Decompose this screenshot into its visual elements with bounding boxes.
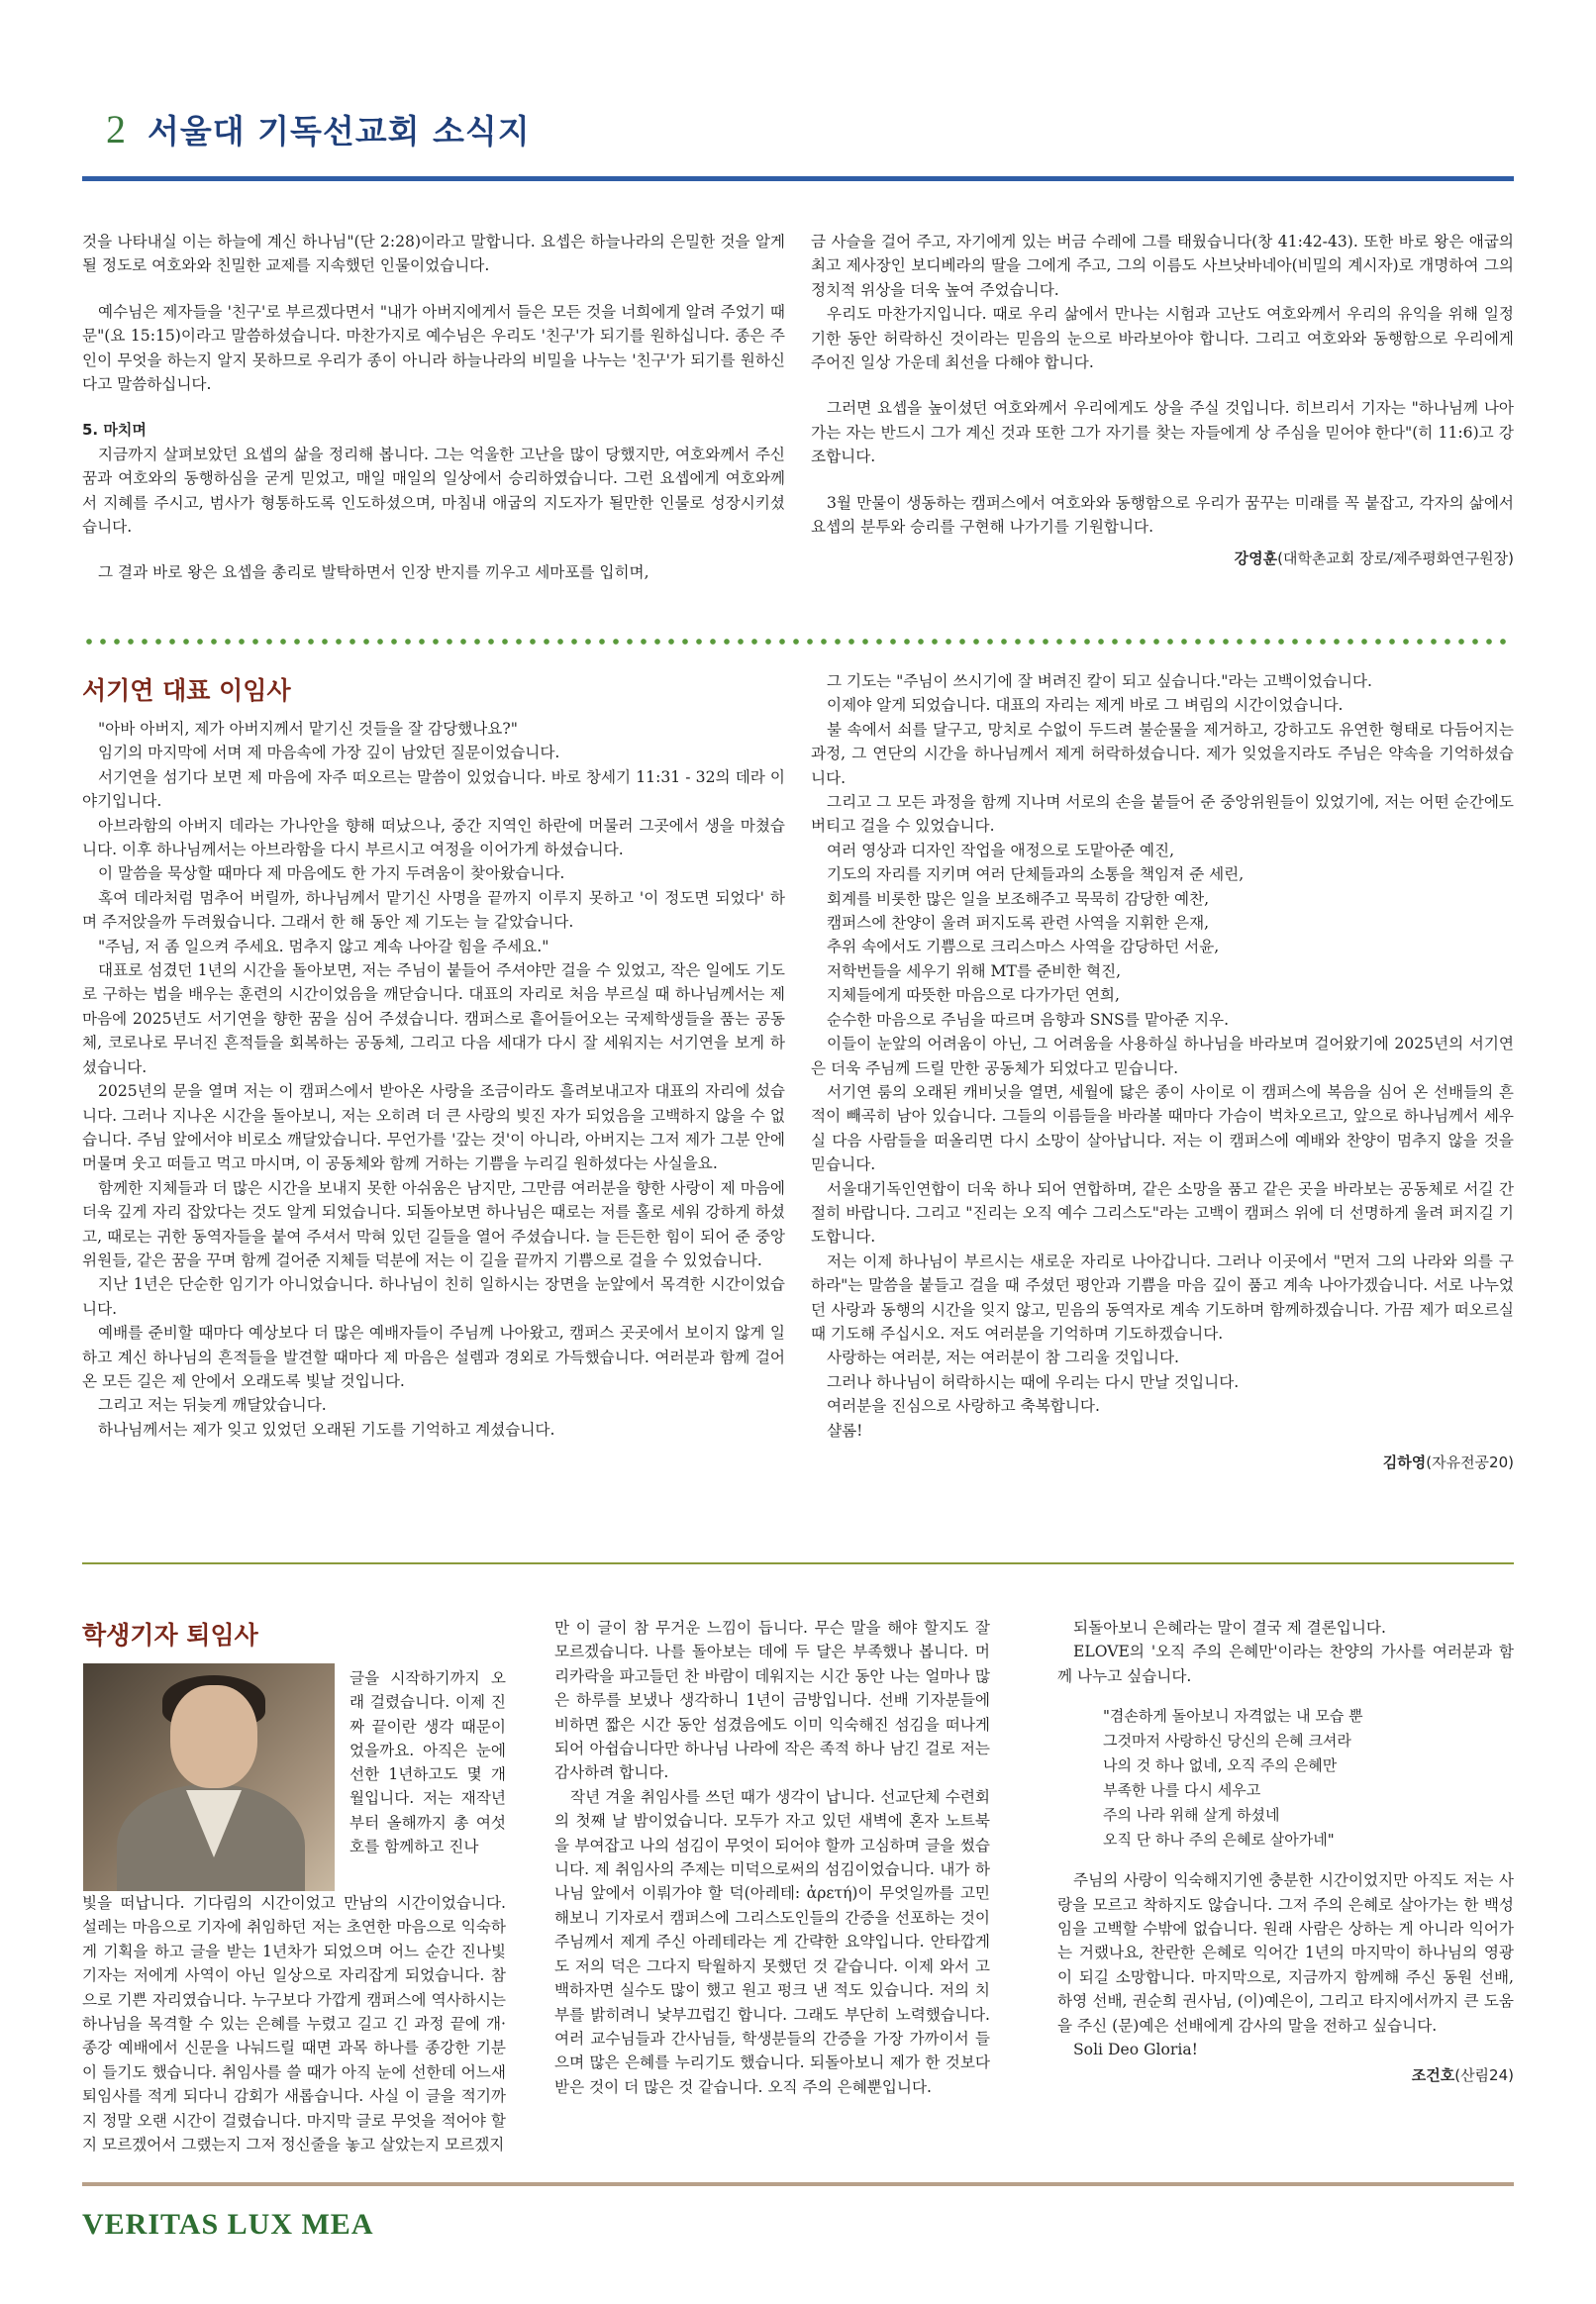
paragraph: 그러면 요셉을 높이셨던 여호와께서 우리에게도 상을 주실 것입니다. 히브리서 기자는 "하나님께 나아가는 자는 반드시 그가 계신 것과 또한 그가 자기를 찾는 자들에게 상 주심을 믿어야 한다"(히 11:6)고 강조합니다. [811,399,1514,466]
paragraph: 이들이 눈앞의 어려움이 아닌, 그 어려움을 사용하실 하나님을 바라보며 걸어왔기에 2025년의 서기연은 더욱 주님께 드릴 만한 공동체가 되었다고 믿습니다. [811,1035,1514,1077]
lyric-line: 주의 나라 위해 살게 하셨네 [1103,1806,1280,1825]
article2-title: 서기연 대표 이임사 [82,676,291,705]
article3-middle-column [554,1616,990,2170]
author-signature [811,1451,1514,1474]
paragraph: 예수님은 제자들을 '친구'로 부르겠다면서 "내가 아버지에게서 들은 모든 것을 너희에게 알려 주었기 때문"(요 15:15)이라고 말씀하셨습니다. 마찬가지로 예수님은 우리도 '친구'가 되기를 원하십니다. 종은 주인이 무엇을 하는지 알지 못하므로 우리가 종이 아니라 하늘나라의 비밀을 나누는 '친구'가 되기를 원하신다고 말씀하십니다. [82,302,785,394]
paragraph: 저는 이제 하나님이 부르시는 새로운 자리로 나아갑니다. 그러나 이곳에서 "먼저 그의 나라와 의를 구하라"는 말씀을 붙들고 걸을 때 주셨던 평안과 기쁨을 마음 깊이 품고 계속 나아가겠습니다. 서로 나누었던 사랑과 동행의 시간을 잊지 않고, 믿음의 동역자로 계속 기도하며 함께하겠습니다. 가끔 제가 떠오르실 때 기도해 주십시오. 저도 여러분을 기억하며 기도하겠습니다. [811,1252,1514,1343]
paragraph: 그 결과 바로 왕은 요셉을 총리로 발탁하면서 인장 반지를 끼우고 세마포를 입히며, [98,563,649,582]
paragraph: 만 이 글이 참 무거운 느낌이 듭니다. 무슨 말을 해야 할지도 잘 모르겠습니다. 나를 돌아보는 데에 두 달은 부족했나 봅니다. 머리카락을 파고들던 찬 바람이 데워지는 시간 동안 나는 얼마나 많은 하루를 보냈나 생각하니 1년이 금방입니다. 선배 기자분들에 비하면 짧은 시간 동안 섬겼음에도 이미 익숙해진 섬김을 떠나게 되어 아쉽습니다만 하나님 나라에 작은 족적 하나 남긴 걸로 저는 감사하려 합니다. [554,1619,990,1782]
article2-left-column [82,717,785,1539]
author-signature [1057,2063,1514,2087]
paragraph: 불 속에서 쇠를 달구고, 망치로 수없이 두드려 불순물을 제거하고, 강하고도 유연한 형태로 다듬어지는 과정, 그 연단의 시간을 하나님께서 제게 허락하셨습니다. 제가 잊었을지라도 주님은 약속을 기억하셨습니다. [811,720,1514,787]
paragraph: "아바 아버지, 제가 아버지께서 맡기신 것들을 잘 감당했나요?" [98,720,518,738]
paragraph: 임기의 마지막에 서며 제 마음속에 가장 깊이 남았던 질문이었습니다. [98,744,560,762]
paragraph: 이제야 알게 되었습니다. 대표의 자리는 제게 바로 그 벼림의 시간이었습니다. [827,696,1344,715]
paragraph: 서기연을 섬기다 보면 제 마음에 자주 떠오르는 말씀이 있었습니다. 바로 창세기 11:31 - 32의 데라 이야기입니다. [82,767,785,811]
author-name: 강영훈 [1234,550,1278,568]
page-header [106,106,531,165]
paragraph: 서울대기독인연합이 더욱 하나 되어 연합하며, 같은 소망을 품고 같은 곳을 바라보는 공동체로 서길 간절히 바랍니다. 그리고 "진리는 오직 예수 그리스도"라는 고백이 캠퍼스 위에 더 선명하게 울려 퍼지길 기도합니다. [811,1179,1514,1247]
author-affiliation: (대학촌교회 장로/제주평화연구원장) [1277,550,1514,568]
paragraph: 캠퍼스에 찬양이 울려 퍼지도록 관련 사역을 지휘한 은재, [827,914,1210,933]
paragraph: "주님, 저 좀 일으켜 주세요. 멈추지 않고 계속 나아갈 힘을 주세요." [98,937,549,955]
paragraph: 여러분을 진심으로 사랑하고 축복합니다. [827,1397,1100,1416]
section-divider-line [82,1562,1514,1564]
paragraph: 되돌아보니 은혜라는 말이 결국 제 결론입니다. [1073,1619,1386,1637]
article3-left-wrap-text [349,1666,506,1889]
article1-right-column [811,230,1514,626]
paragraph: 주님의 사랑이 익숙해지기엔 충분한 시간이었지만 아직도 저는 사랑을 모르고 착하지도 않습니다. 그저 주의 은혜로 살아가는 한 백성임을 고백할 수밖에 없습니다. 원래 사람은 상하는 게 아니라 익어가는 거랬나요, 찬란한 은혜로 익어간 1년의 마지막이 하나님의 영광이 되길 소망합니다. 마지막으로, 지금까지 함께해 주신 동원 선배, 하영 선배, 권순희 권사님, (이)예은이, 그리고 타지에서까지 큰 도움을 주신 (문)예은 선배에게 감사의 말을 전하고 싶습니다. [1057,1871,1514,2035]
paragraph: 금 사슬을 걸어 주고, 자기에게 있는 버금 수레에 그를 태웠습니다(창 41:42-43). 또한 바로 왕은 애굽의 최고 제사장인 보디베라의 딸을 그에게 주고, 그의 이름도 사브낫바네아(비밀의 계시자)로 개명하여 그의 정치적 위상을 더욱 높여 주었습니다. [811,233,1514,299]
song-lyrics [1103,1704,1514,1853]
reporter-photo [83,1663,335,1891]
section-divider-dotted [82,639,1514,645]
paragraph: 우리도 마찬가지입니다. 때로 우리 삶에서 만나는 시험과 고난도 여호와께서 우리의 유익을 위해 일정 기한 동안 허락하신 것이라는 믿음의 눈으로 바라보아야 합니다. 그리고 여호와와 동행함으로 우리에게 주어진 일상 가운데 최선을 다해야 합니다. [811,305,1514,372]
paragraph: 3월 만물이 생동하는 캠퍼스에서 여호와와 동행함으로 우리가 꿈꾸는 미래를 꼭 붙잡고, 각자의 삶에서 요셉의 분투와 승리를 구현해 나가기를 기원합니다. [811,493,1514,537]
paragraph: 그러나 하나님이 허락하시는 때에 우리는 다시 만날 것입니다. [827,1372,1240,1391]
article3-right-column [1057,1616,1514,2175]
paragraph: 저학번들을 세우기 위해 MT를 준비한 혁진, [827,961,1122,980]
paragraph: 아브라함의 아버지 데라는 가나안을 향해 떠났으나, 중간 지역인 하란에 머물러 그곳에서 생을 마쳤습니다. 이후 하나님께서는 아브라함을 다시 부르시고 여정을 이어가게 하셨습니다. [82,816,785,859]
paragraph: 추위 속에서도 기쁨으로 크리스마스 사역을 감당하던 서윤, [827,938,1220,956]
paragraph: 것을 나타내실 이는 하늘에 계신 하나님"(단 2:28)이라고 말합니다. 요셉은 하늘나라의 은밀한 것을 알게 될 정도로 여호와와 친밀한 교제를 지속했던 인물이었습니다. [82,233,785,275]
paragraph: 글을 시작하기까지 오래 걸렸습니다. 이제 진짜 끝이란 생각 때문이었을까요. 아직은 눈에 선한 1년하고도 몇 개월입니다. 저는 재작년부터 올해까지 총 여섯 호를 함께하고 진나 [349,1669,506,1856]
author-affiliation: (자유전공20) [1426,1453,1514,1471]
paragraph: 혹여 데라처럼 멈추어 버릴까, 하나님께서 맡기신 사명을 끝까지 이루지 못하고 '이 정도면 되었다' 하며 주저앉을까 두려웠습니다. 그래서 한 해 동안 제 기도는 늘 같았습니다. [82,888,785,932]
lyric-line: 오직 단 하나 주의 은혜로 살아가네" [1103,1831,1335,1850]
paragraph: 그 기도는 "주님이 쓰시기에 잘 벼려진 칼이 되고 싶습니다."라는 고백이었습니다. [827,672,1372,690]
paragraph: 그리고 저는 뒤늦게 깨달았습니다. [98,1396,327,1415]
paragraph: 기도의 자리를 지키며 여러 단체들과의 소통을 책임져 준 세린, [827,865,1245,884]
footer-rule [82,2182,1514,2186]
paragraph: 이 말씀을 묵상할 때마다 제 마음에도 한 가지 두려움이 찾아왔습니다. [98,864,565,883]
paragraph: 대표로 섬겼던 1년의 시간을 돌아보면, 저는 주님이 붙들어 주셔야만 걸을 수 있었고, 작은 일에도 기도로 구하는 법을 배우는 훈련의 시간이었음을 깨닫습니다. 대표의 자리로 처음 부르실 때 하나님께서는 제 마음에 2025년도 서기연을 향한 꿈을 심어 주셨습니다. 캠퍼스로 흩어들어오는 국제학생들을 품는 공동체, 코로나로 무너진 흔적들을 회복하는 공동체, 그리고 다음 세대가 다시 잘 세워지는 서기연을 보게 하셨습니다. [82,961,785,1076]
paragraph: Soli Deo Gloria! [1073,2041,1198,2059]
paragraph: 회계를 비롯한 많은 일을 보조해주고 묵묵히 감당한 예찬, [827,889,1210,908]
paragraph: 순수한 마음으로 주님을 따르며 음향과 SNS를 맡아준 지우. [827,1010,1230,1029]
paragraph: 서기연 룸의 오래된 캐비닛을 열면, 세월에 닳은 종이 사이로 이 캠퍼스에 복음을 심어 온 선배들의 흔적이 빼곡히 남아 있습니다. 그들의 이름들을 바라볼 때마다 가슴이 벅차오르고, 앞으로 하나님께서 세우실 다음 사람들을 떠올리면 다시 소망이 살아납니다. 저는 이 캠퍼스에 예배와 찬양이 멈추지 않을 것을 믿습니다. [811,1082,1514,1174]
author-affiliation: (산림24) [1454,2066,1514,2085]
paragraph: 하나님께서는 제가 잊고 있었던 오래된 기도를 기억하고 계셨습니다. [98,1420,555,1439]
header-rule [82,176,1514,181]
paragraph: 여러 영상과 디자인 작업을 애정으로 도맡아준 예진, [827,841,1175,859]
lyric-line: 부족한 나를 다시 세우고 [1103,1781,1261,1800]
article1-left-column [82,230,785,626]
paragraph: 함께한 지체들과 더 많은 시간을 보내지 못한 아쉬움은 남지만, 그만큼 여러분을 향한 사랑이 제 마음에 더욱 깊게 자리 잡았다는 것도 알게 되었습니다. 되돌아보면 하나님은 때로는 저를 홀로 세워 강하게 하셨고, 때로는 귀한 동역자들을 붙여 주셔서 막혀 있던 길들을 열어 주셨습니다. 늘 든든한 힘이 되어 준 중앙위원들, 같은 꿈을 꾸며 함께 걸어준 지체들 덕분에 저는 이 길을 끝까지 기쁨으로 걸을 수 있었습니다. [82,1178,785,1269]
paragraph: 2025년의 문을 열며 저는 이 캠퍼스에서 받아온 사랑을 조금이라도 흘려보내고자 대표의 자리에 섰습니다. 그러나 지나온 시간을 돌아보니, 저는 오히려 더 큰 사랑의 빚진 자가 되었음을 고백하지 않을 수 없습니다. 주님 앞에서야 비로소 깨달았습니다. 무언가를 '갚는 것'이 아니라, 아버지는 그저 제가 그분 안에 머물며 웃고 떠들고 먹고 마시며, 이 공동체와 함께 거하는 기쁨을 누리길 원하셨다는 사실을요. [82,1082,785,1173]
paragraph: 지금까지 살펴보았던 요셉의 삶을 정리해 봅니다. 그는 억울한 고난을 많이 당했지만, 여호와께서 주신 꿈과 여호와의 동행하심을 굳게 믿었고, 매일 매일의 일상에서 승리하였습니다. 그런 요셉에게 여호와께서 지혜를 주시고, 범사가 형통하도록 인도하셨으며, 마침내 애굽의 지도자가 될만한 인물로 성장시키셨습니다. [82,445,785,537]
paragraph: 빛을 떠납니다. 기다림의 시간이었고 만남의 시간이었습니다. 설레는 마음으로 기자에 취임하던 저는 초연한 마음으로 익숙하게 기획을 하고 글을 받는 1년차가 되었으며 어느 순간 진나빛 기자는 저에게 사역이 아닌 일상으로 자리잡게 되었습니다. 참으로 기쁜 자리였습니다. 누구보다 가깝게 캠퍼스에 역사하시는 하나님을 목격할 수 있는 은혜를 누렸고 길고 긴 과정 끝에 개·종강 예배에서 신문을 나눠드릴 때면 과목 하나를 종강한 기분이 들기도 했습니다. 취임사를 쓸 때가 아직 눈에 선한데 어느새 퇴임사를 적게 되다니 감회가 새롭습니다. 사실 이 글을 적기까지 정말 오랜 시간이 걸렸습니다. 마지막 글로 무엇을 적어야 할지 모르겠어서 그랬는지 그저 정신줄을 놓고 살았는지 모르겠지 [82,1894,506,2154]
lyric-line: "겸손하게 돌아보니 자격없는 내 모습 뿐 [1103,1707,1363,1726]
lyric-line: 그것마저 사랑하신 당신의 은혜 크셔라 [1103,1732,1351,1751]
paragraph: 사랑하는 여러분, 저는 여러분이 참 그리울 것입니다. [827,1349,1179,1367]
author-name: 김하영 [1382,1453,1427,1471]
page-number: 2 [106,107,126,151]
article3-title: 학생기자 퇴임사 [82,1621,258,1650]
article2-right-column [811,669,1514,1541]
paragraph: 그리고 그 모든 과정을 함께 지나며 서로의 손을 붙들어 준 중앙위원들이 있었기에, 저는 어떤 순간에도 버티고 걸을 수 있었습니다. [811,793,1514,836]
author-name: 조건호 [1411,2066,1455,2085]
paragraph: 예배를 준비할 때마다 예상보다 더 많은 예배자들이 주님께 나아왔고, 캠퍼스 곳곳에서 보이지 않게 일하고 계신 하나님의 흔적들을 발견할 때마다 제 마음은 설렘과 경외로 가득했습니다. 여러분과 함께 걸어온 모든 길은 제 안에서 오래도록 빛날 것입니다. [82,1324,785,1390]
newsletter-title: 서울대 기독선교회 소식지 [148,112,531,150]
paragraph: 지체들에게 따뜻한 마음으로 다가가던 연희, [827,986,1120,1005]
author-signature [811,547,1514,570]
lyric-line: 나의 것 하나 없네, 오직 주의 은혜만 [1103,1756,1338,1775]
footer-motto: VERITAS LUX MEA [82,2208,374,2241]
paragraph: 지난 1년은 단순한 임기가 아니었습니다. 하나님이 친히 일하시는 장면을 눈앞에서 목격한 시간이었습니다. [82,1275,785,1318]
paragraph: 작년 겨울 취임사를 쓰던 때가 생각이 납니다. 선교단체 수련회의 첫째 날 밤이었습니다. 모두가 자고 있던 새벽에 혼자 노트북을 부여잡고 나의 섬김이 무엇이 되어야 할까 고심하며 글을 썼습니다. 제 취임사의 주제는 미덕으로써의 섬김이었습니다. 내가 하나님 앞에서 이뤄가야 할 덕(아레테: ἀρετή)이 무엇일까를 고민해보니 기자로서 캠퍼스에 그리스도인들의 간증을 선포하는 것이 주님께서 제게 주신 아레테라는 게 간략한 요약입니다. 안타깝게도 저의 덕은 그다지 탁월하지 못했던 것 같습니다. 이제 와서 고백하자면 실수도 많이 했고 원고 펑크 낸 적도 있습니다. 저의 치부를 밝히려니 낯부끄럽긴 합니다. 그래도 부단히 노력했습니다. 여러 교수님들과 간사님들, 학생분들의 간증을 가장 가까이서 들으며 많은 은혜를 누리기도 했습니다. 되돌아보니 제가 한 것보다 받은 것이 더 많은 것 같습니다. 오직 주의 은혜뿐입니다. [554,1787,990,2096]
article3-left-column [82,1891,506,2173]
paragraph: ELOVE의 '오직 주의 은혜만'이라는 찬양의 가사를 여러분과 함께 나누고 싶습니다. [1057,1643,1514,1685]
paragraph: 샬롬! [827,1421,863,1440]
section-heading: 5. 마치며 [82,421,147,440]
